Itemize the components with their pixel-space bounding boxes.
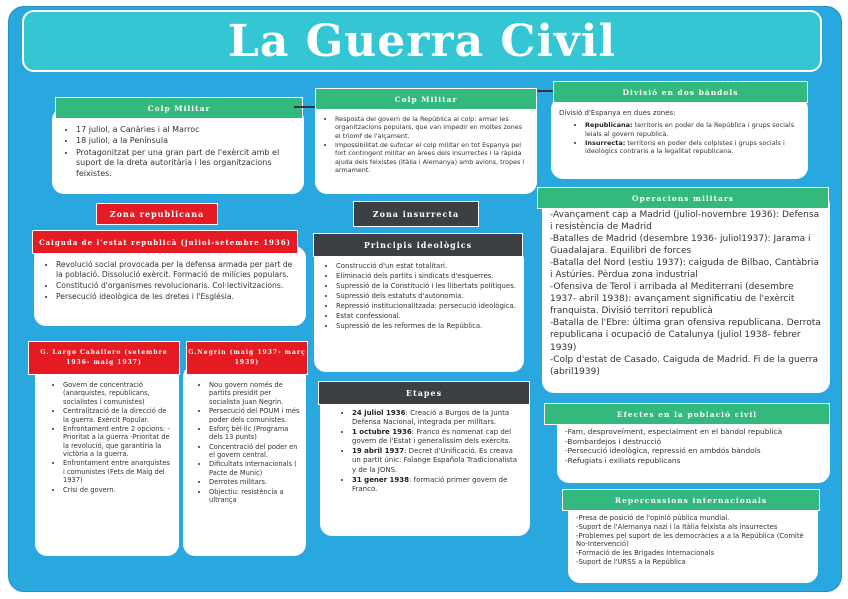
list-item: • Enfrontament entre anarquistes i comunistes (Fets de Maig del 1937) [63, 459, 173, 484]
divisio-list [559, 121, 800, 156]
list-item: -Refugiats i exiliats republicans [565, 455, 681, 465]
list-item: • Revolució social provocada per la defensa armada per part de la població. Dissolució exèrcit. Formació de milícies populars. [56, 260, 298, 280]
list-item: • Centralització de la direcció de la guerra. Exèrcit Popular. [63, 407, 173, 424]
caiguda-header: Caiguda de l'estat republicà (juliol-setembre 1936) [32, 230, 298, 254]
divisio-header: Divisió en dos bàndols [553, 81, 808, 103]
divisio-text: territoris en poder de la República i grups socials leials al govern republicà. [585, 121, 795, 138]
list-item: • Govern de concentració (anarquistes, republicans, socialistes i comunistes) [63, 381, 173, 406]
operacions-list [550, 209, 822, 378]
etapes-text: : formació primer govern de Franco. [352, 475, 508, 493]
list-item: -Avançament cap a Madrid (juliol-novembre 1936): Defensa i resistència de Madrid [550, 210, 820, 233]
zona-republicana-label: Zona republicana [96, 203, 218, 225]
efectes-list [565, 427, 822, 466]
list-item [352, 447, 522, 474]
etapes-text: : Franco és nomenat cap del govern de l'Estat i generalíssim dels exèrcits. [352, 428, 512, 446]
list-item: • Resposta del govern de la República al colp: armar les organitzacions populars, que van impedir en moltes zones el triomf de l'alçament. [335, 115, 529, 140]
list-item: • Supressió de les reformes de la República. [336, 322, 516, 331]
arrow-connector [294, 106, 316, 108]
list-item: -Formació de les Brigades Internacionals [576, 549, 715, 558]
list-item: • Enfrontament entre 2 opcions: -Prioritat a la guerra -Prioritat de la revolució, que garantiria la victòria a la guerra. [63, 425, 173, 459]
etapes-header: Etapes [318, 381, 530, 405]
divisio-term: Republicana: [585, 121, 633, 130]
card-colp-militar-2 [315, 100, 537, 194]
etapes-text: : Decret d'Unificació. Es creava un partit únic: Falange Española Tradicionalista y de la JONS. [352, 447, 518, 474]
list-item [585, 139, 800, 156]
list-item [585, 121, 800, 138]
operacions-header: Operacions militars [537, 187, 829, 209]
colp-militar-2-header: Colp Militar [315, 88, 537, 110]
card-operacions [542, 193, 830, 393]
colp-militar-2-list [321, 115, 529, 174]
list-item: • Protagonitzat per una gran part de l'exèrcit amb el suport de la dreta autoritària i les organitzacions feixistes. [76, 148, 294, 179]
etapes-date: 31 gener 1938 [352, 475, 410, 484]
list-item: • Derrotes militars. [209, 478, 300, 486]
card-caiguda [34, 246, 306, 326]
list-item: • Supressió de la Constitució i les llibertats polítiques. [336, 282, 516, 291]
divisio-intro: Divisió d'Espanya en dues zones: [559, 109, 676, 117]
list-item: • Estat confessional. [336, 312, 516, 321]
repercussions-list [576, 514, 810, 567]
etapes-text: : Creació a Burgos de la Junta Defensa Nacional, integrada per militars. [352, 409, 510, 427]
zona-insurrecta-label: Zona insurrecta [353, 201, 479, 227]
list-item: • Eliminació dels partits i sindicats d'esquerres. [336, 272, 516, 281]
page-title: La Guerra Civil [227, 15, 617, 67]
card-colp-militar-1 [52, 108, 304, 194]
list-item: • Persecució ideològica de les dretes i l'Església. [56, 292, 298, 302]
card-repercussions [568, 500, 818, 583]
etapes-date: 1 octubre 1936 [352, 428, 412, 437]
list-item: -Batalles de Madrid (desembre 1936- juliol1937): Jarama i Guadalajara. Equilibri de forces [550, 234, 811, 257]
principis-list [322, 262, 516, 331]
caballero-header: G. Largo Caballero (setembre 1936- maig 1937) [28, 341, 180, 375]
list-item: • Construcció d'un estat totalitari. [336, 262, 516, 271]
efectes-header: Efectes en la població civil [544, 403, 830, 425]
list-item: • Dificultats internacionals ( Pacte de Munic) [209, 460, 300, 477]
list-item: • Supressió dels estatuts d'autonomia. [336, 292, 516, 301]
list-item: -Presa de posició de l'opinió pública mundial. [576, 514, 730, 522]
list-item: • Esforç bèl·lic (Programa dels 13 punts) [209, 425, 300, 442]
list-item: -Ofensiva de Terol i arribada al Mediterrani (desembre 1937- abril 1938): avançament significatiu de l'exèrcit franquista. Divisió territori republicà [550, 282, 795, 317]
caiguda-list [42, 260, 298, 301]
etapes-date: 19 abril 1937 [352, 447, 405, 456]
list-item: -Suport de l'URSS a la República [576, 558, 686, 567]
list-item: • Crisi de govern. [63, 486, 173, 494]
repercussions-header: Repercussions internacionals [562, 489, 820, 511]
colp-militar-1-list [62, 125, 294, 179]
negrin-list [189, 381, 300, 504]
list-item: -Batalla del Nord (estiu 1937): caiguda de Bilbao, Cantàbria i Astúries. Pèrdua zona industrial [550, 258, 819, 281]
card-principis [314, 248, 524, 372]
card-etapes [320, 393, 530, 536]
negrin-header: G.Negrín (maig 1937- març 1939) [186, 341, 308, 375]
list-item: • Constitució d'organismes revolucionaris. Col·lectivitzacions. [56, 281, 298, 291]
caballero-list [41, 381, 173, 494]
list-item: • 17 juliol, a Canàries i al Marroc [76, 125, 294, 135]
list-item: -Suport de l'Alemanya nazi i la Itàlia feixista als insurrectes [576, 522, 778, 531]
list-item: -Batalla de l'Ebre: última gran ofensiva republicana. Derrota republicana i ocupació de Catalunya (juliol 1938- febrer 1939) [550, 318, 821, 353]
list-item: -Persecució ideològica, repressió en ambdós bàndols [565, 446, 761, 456]
list-item [352, 476, 522, 494]
list-item: • Nou govern només de partits presidit per socialista Juan Negrín. [209, 381, 300, 406]
divisio-term: Insurrecta: [585, 138, 626, 147]
list-item: -Bombardejos i destrucció [565, 436, 662, 446]
card-caballero [35, 365, 179, 556]
list-item: • Objectiu: resistència a ultrança [209, 488, 300, 505]
list-item [352, 428, 522, 446]
list-item: -Problemes pel suport de les democràcies a a la República (Comitè No-Intervenció) [576, 531, 804, 549]
divisio-text: territoris en poder dels colpistes i grups socials i ideològics contraris a la legalitat republicana. [585, 138, 785, 156]
title-banner [22, 10, 822, 72]
list-item: -Colp d'estat de Casado. Caiguda de Madrid. Fi de la guerra (abril1939) [550, 354, 818, 377]
list-item: • 18 juliol, a la Península [76, 136, 294, 146]
list-item: • Impossibilitat de sufocar el colp militar en tot Espanya pel fort contingent militar en àrees dels insurrectes i la ràpida ajuda dels feixistes (Itàlia i Alemanya) amb avions, tropes i armament. [335, 141, 529, 174]
colp-militar-1-header: Colp Militar [55, 97, 303, 119]
list-item: • Repressió institucionalitzada: persecució ideològica. [336, 302, 516, 311]
etapes-list [328, 409, 522, 494]
list-item [352, 409, 522, 427]
list-item: • Persecució del POUM i més poder dels comunistes. [209, 407, 300, 424]
list-item: • Concentració del poder en el govern central. [209, 443, 300, 460]
card-divisio [551, 97, 808, 179]
list-item: -Fam, desproveïment, especialment en el bàndol republicà [565, 427, 783, 436]
card-negrin [183, 365, 306, 556]
principis-header: Principis ideològics [313, 233, 523, 257]
etapes-date: 24 juliol 1936 [352, 409, 406, 417]
